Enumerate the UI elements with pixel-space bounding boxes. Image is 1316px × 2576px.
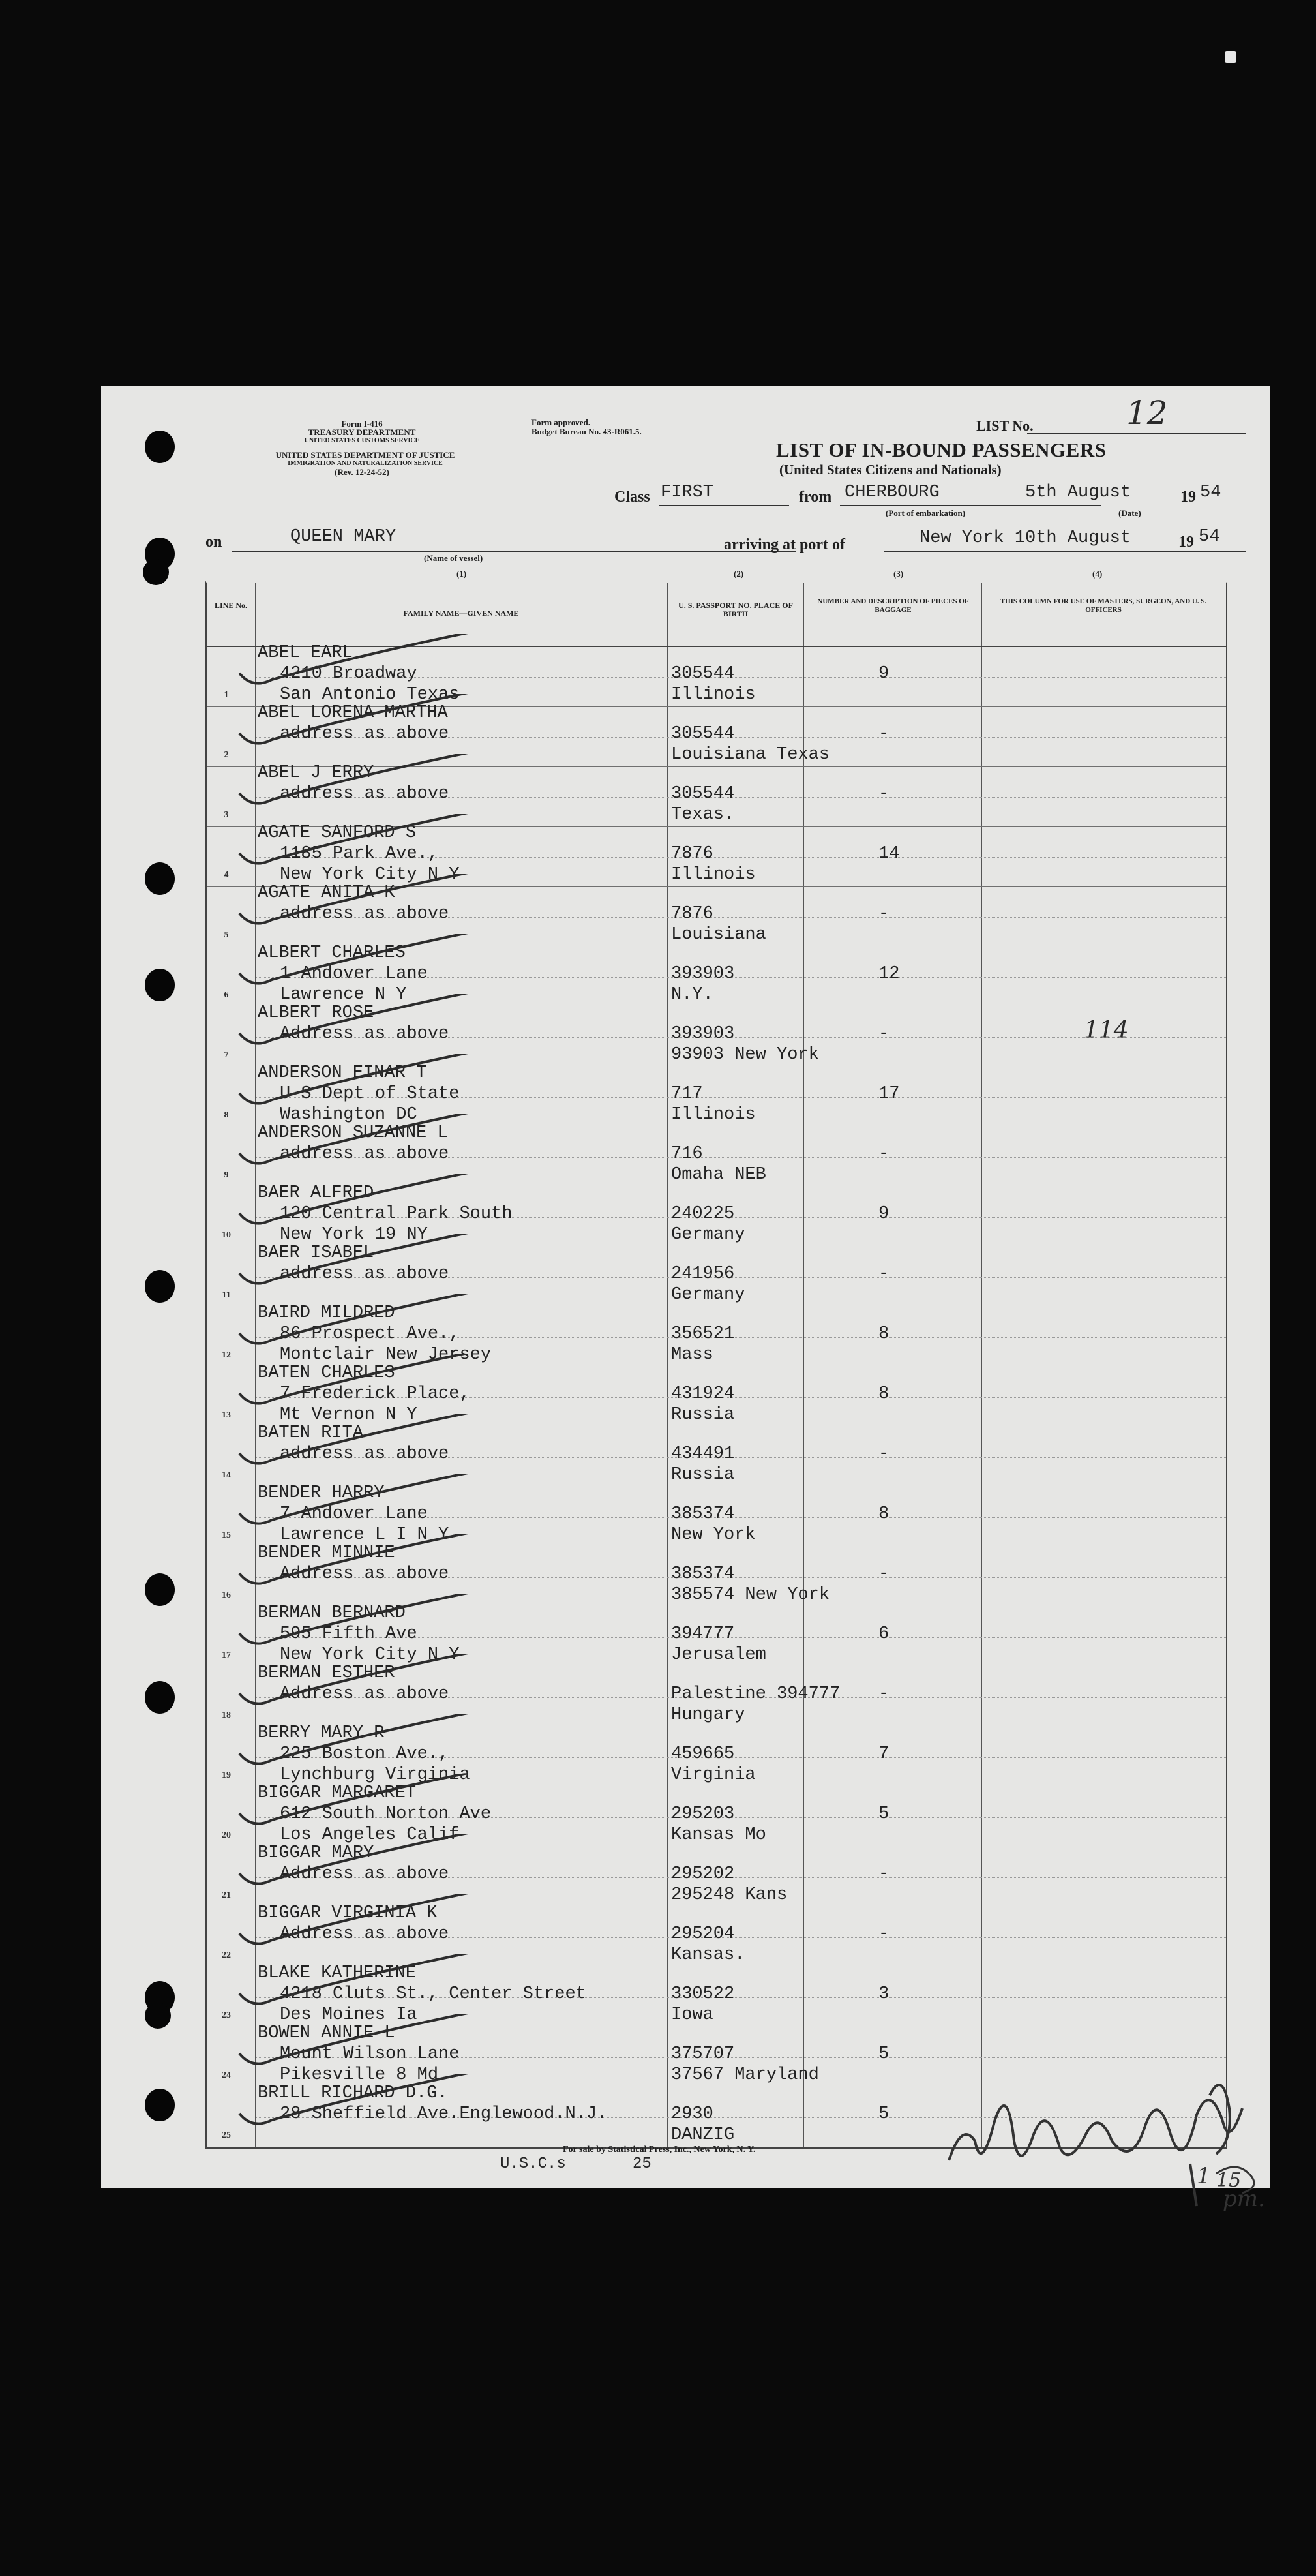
address-line-1: Address as above xyxy=(280,1684,449,1704)
address-line-1: address as above xyxy=(280,904,449,924)
inspector-signature xyxy=(936,2043,1275,2213)
birthplace: Louisiana Texas xyxy=(671,745,830,765)
col-officers: THIS COLUMN FOR USE OF MASTERS, SURGEON, AND U. S. OFFICERS xyxy=(1000,598,1207,614)
birthplace: Kansas Mo xyxy=(671,1825,766,1845)
baggage-count: 12 xyxy=(878,964,900,984)
birthplace: 37567 Maryland xyxy=(671,2065,819,2085)
baggage-count: 9 xyxy=(878,664,890,684)
baggage-count: - xyxy=(878,1444,890,1464)
birthplace: Illinois xyxy=(671,685,756,705)
birthplace: Kansas. xyxy=(671,1945,745,1965)
passenger-name: BAER ALFRED xyxy=(258,1183,374,1203)
passport-number: 385374 xyxy=(671,1504,735,1524)
form-subtitle: (United States Citizens and Nationals) xyxy=(779,462,1002,477)
line-number: 13 xyxy=(222,1410,231,1420)
list-no-label: LIST No. xyxy=(976,417,1034,434)
address-line-1: 7 Andover Lane xyxy=(280,1504,428,1524)
address-line-1: address as above xyxy=(280,1144,449,1164)
svg-text:1: 1 xyxy=(1197,2163,1211,2189)
birthplace: Germany xyxy=(671,1225,745,1245)
binder-hole xyxy=(145,2003,171,2029)
line-number: 2 xyxy=(224,750,229,760)
address-line-2: New York 19 NY xyxy=(280,1225,428,1245)
address-line-1: address as above xyxy=(280,784,449,804)
line-number: 5 xyxy=(224,930,229,940)
address-line-2: San Antonio Texas xyxy=(280,685,460,705)
birthplace: Illinois xyxy=(671,865,756,885)
passenger-name: BERMAN BERNARD xyxy=(258,1603,406,1623)
birthplace: 385574 New York xyxy=(671,1585,830,1605)
address-line-1: 612 South Norton Ave xyxy=(280,1804,492,1824)
vessel-name: QUEEN MARY xyxy=(290,527,396,547)
address-line-2: Mt Vernon N Y xyxy=(280,1405,417,1425)
line-number: 16 xyxy=(222,1590,231,1600)
form-approved: Form approved. xyxy=(531,417,591,427)
passenger-name: ABEL EARL xyxy=(258,643,353,663)
passenger-row xyxy=(207,1843,1226,1907)
address-line-2: Des Moines Ia xyxy=(280,2005,417,2025)
passport-number: 295204 xyxy=(671,1924,735,1944)
passenger-row xyxy=(207,1663,1226,1727)
passenger-row xyxy=(207,643,1226,707)
baggage-count: 14 xyxy=(878,844,900,864)
passport-number: 295203 xyxy=(671,1804,735,1824)
passport-number: 7876 xyxy=(671,844,713,864)
form-revision: (Rev. 12-24-52) xyxy=(335,467,389,477)
birthplace: Iowa xyxy=(671,2005,713,2025)
passenger-name: AGATE ANITA K xyxy=(258,883,395,903)
address-line-1: address as above xyxy=(280,724,449,744)
col2-num: (2) xyxy=(734,569,744,579)
arrival-year-suffix: 54 xyxy=(1199,527,1220,547)
passenger-row xyxy=(207,823,1226,887)
passenger-name: BIGGAR VIRGINIA K xyxy=(258,1903,438,1923)
birthplace: 93903 New York xyxy=(671,1045,819,1065)
binder-hole xyxy=(145,431,175,463)
treasury-dept: TREASURY DEPARTMENT xyxy=(308,427,416,437)
line-number: 6 xyxy=(224,990,229,1000)
passport-number: 330522 xyxy=(671,1984,735,2004)
birthplace: Louisiana xyxy=(671,925,766,945)
passport-number: 305544 xyxy=(671,784,735,804)
from-value: CHERBOURG xyxy=(845,483,940,502)
address-line-1: Address as above xyxy=(280,1024,449,1044)
passenger-row xyxy=(207,1303,1226,1367)
class-line xyxy=(659,505,789,506)
form-title: LIST OF IN-BOUND PASSENGERS xyxy=(776,438,1107,461)
baggage-count: 8 xyxy=(878,1384,890,1404)
address-line-2: New York City N Y xyxy=(280,865,460,885)
passenger-row xyxy=(207,1963,1226,2027)
passenger-row xyxy=(207,1243,1226,1307)
passenger-name: BAIRD MILDRED xyxy=(258,1303,395,1323)
address-line-1: 4210 Broadway xyxy=(280,664,417,684)
line-number: 14 xyxy=(222,1470,231,1480)
customs-service: UNITED STATES CUSTOMS SERVICE xyxy=(304,437,420,444)
officers-note: 114 xyxy=(1084,1017,1129,1044)
passenger-name: BIGGAR MARGARET xyxy=(258,1783,417,1803)
passenger-row xyxy=(207,1123,1226,1187)
passport-number: 434491 xyxy=(671,1444,735,1464)
from-line xyxy=(840,505,1101,506)
date-year-suffix: 54 xyxy=(1200,483,1221,502)
page-number: 25 xyxy=(633,2155,651,2173)
line-number: 18 xyxy=(222,1710,231,1720)
arrival-year-prefix: 19 xyxy=(1178,534,1194,551)
baggage-count: 7 xyxy=(878,1744,890,1764)
line-number: 23 xyxy=(222,2010,231,2020)
passport-number: 305544 xyxy=(671,664,735,684)
baggage-count: 8 xyxy=(878,1504,890,1524)
address-line-1: 595 Fifth Ave xyxy=(280,1624,417,1644)
ins-service: IMMIGRATION AND NATURALIZATION SERVICE xyxy=(288,460,443,467)
address-line-1: 7 Frederick Place, xyxy=(280,1384,470,1404)
baggage-count: 9 xyxy=(878,1204,890,1224)
birthplace: Germany xyxy=(671,1285,745,1305)
port-caption: (Port of embarkation) xyxy=(886,508,966,518)
binder-hole xyxy=(143,559,169,585)
birthplace: Mass xyxy=(671,1345,713,1365)
from-label: from xyxy=(799,489,832,506)
passenger-row xyxy=(207,703,1226,767)
passenger-row xyxy=(207,1423,1226,1487)
passenger-name: BATEN RITA xyxy=(258,1423,364,1443)
class-value: FIRST xyxy=(661,483,714,502)
passenger-row xyxy=(207,763,1226,827)
line-number: 4 xyxy=(224,870,229,880)
passenger-name: AGATE SANFORD S xyxy=(258,823,417,843)
col-name: FAMILY NAME—GIVEN NAME xyxy=(403,609,519,618)
list-no-line xyxy=(1027,433,1246,434)
date-year-prefix: 19 xyxy=(1180,489,1196,506)
baggage-count: 8 xyxy=(878,1324,890,1344)
address-line-1: 4218 Cluts St., Center Street xyxy=(280,1984,586,2004)
passport-number: 241956 xyxy=(671,1264,735,1284)
passenger-name: ALBERT CHARLES xyxy=(258,943,406,963)
line-number: 21 xyxy=(222,1890,231,1900)
table-header xyxy=(207,583,1226,647)
baggage-count: 5 xyxy=(878,1804,890,1824)
baggage-count: 5 xyxy=(878,2104,890,2124)
birthplace: 295248 Kans xyxy=(671,1885,788,1905)
date-caption: (Date) xyxy=(1118,508,1141,518)
passport-number: 305544 xyxy=(671,724,735,744)
birthplace: Virginia xyxy=(671,1765,756,1785)
passenger-row xyxy=(207,1003,1226,1067)
passenger-row xyxy=(207,1603,1226,1667)
passenger-row xyxy=(207,1483,1226,1547)
col3-num: (3) xyxy=(893,569,904,579)
baggage-count: - xyxy=(878,1864,890,1884)
vessel-line xyxy=(232,551,796,552)
passenger-name: BIGGAR MARY xyxy=(258,1843,374,1863)
baggage-count: 3 xyxy=(878,1984,890,2004)
address-line-2: Los Angeles Calif xyxy=(280,1825,460,1845)
address-line-1: 86 Prospect Ave., xyxy=(280,1324,460,1344)
passport-number: 2930 xyxy=(671,2104,713,2124)
passenger-name: BRILL RICHARD D.G. xyxy=(258,2084,448,2103)
justice-dept: UNITED STATES DEPARTMENT OF JUSTICE xyxy=(275,450,455,460)
baggage-count: 6 xyxy=(878,1624,890,1644)
passport-number: 356521 xyxy=(671,1324,735,1344)
passport-number: 431924 xyxy=(671,1384,735,1404)
birthplace: Russia xyxy=(671,1405,735,1425)
birthplace: DANZIG xyxy=(671,2125,735,2145)
address-line-2: Lawrence L I N Y xyxy=(280,1525,449,1545)
passenger-table xyxy=(205,581,1227,2149)
baggage-count: - xyxy=(878,904,890,924)
table-body xyxy=(207,643,1226,2147)
address-line-1: 225 Boston Ave., xyxy=(280,1744,449,1764)
passenger-row xyxy=(207,1183,1226,1247)
passport-number: 717 xyxy=(671,1084,703,1104)
binder-hole xyxy=(145,862,175,895)
baggage-count: - xyxy=(878,1144,890,1164)
passport-number: 375707 xyxy=(671,2044,735,2064)
passport-number: Palestine 394777 xyxy=(671,1684,841,1704)
birthplace: N.Y. xyxy=(671,985,713,1005)
baggage-count: - xyxy=(878,1564,890,1584)
address-line-2: New York City N Y xyxy=(280,1645,460,1665)
address-line-1: 28 Sheffield Ave.Englewood.N.J. xyxy=(280,2104,608,2124)
birthplace: Hungary xyxy=(671,1705,745,1725)
address-line-1: Mount Wilson Lane xyxy=(280,2044,460,2064)
address-line-1: Address as above xyxy=(280,1864,449,1884)
address-line-1: Address as above xyxy=(280,1924,449,1944)
passport-number: 385374 xyxy=(671,1564,735,1584)
line-number: 10 xyxy=(222,1230,231,1240)
budget-bureau: Budget Bureau No. 43-R061.5. xyxy=(531,427,642,436)
birthplace: Illinois xyxy=(671,1105,756,1125)
line-number: 20 xyxy=(222,1830,231,1840)
binder-hole xyxy=(145,2089,175,2121)
baggage-count: - xyxy=(878,1684,890,1704)
baggage-count: 5 xyxy=(878,2044,890,2064)
on-label: on xyxy=(205,534,222,551)
passenger-name: ALBERT ROSE xyxy=(258,1003,374,1023)
line-number: 1 xyxy=(224,690,229,700)
col-line-no: LINE No. xyxy=(214,601,247,610)
passenger-name: BAER ISABEL xyxy=(258,1243,374,1263)
line-number: 12 xyxy=(222,1350,231,1360)
passenger-name: ABEL J ERRY xyxy=(258,763,374,783)
line-number: 17 xyxy=(222,1650,231,1660)
passenger-name: BENDER HARRY xyxy=(258,1483,385,1503)
line-number: 11 xyxy=(222,1290,231,1300)
passenger-row xyxy=(207,1783,1226,1847)
form-number: Form I-416 xyxy=(341,419,383,429)
baggage-count: - xyxy=(878,1024,890,1044)
address-line-1: U S Dept of State xyxy=(280,1084,460,1104)
line-number: 24 xyxy=(222,2070,231,2080)
baggage-count: - xyxy=(878,1924,890,1944)
uscs-label: U.S.C.s xyxy=(500,2155,566,2173)
col-passport: U. S. PASSPORT NO. PLACE OF BIRTH xyxy=(678,601,793,618)
line-number: 19 xyxy=(222,1770,231,1780)
passenger-name: BLAKE KATHERINE xyxy=(258,1963,417,1983)
film-corner-mark xyxy=(1225,51,1236,63)
passport-number: 393903 xyxy=(671,1024,735,1044)
binder-hole xyxy=(145,1573,175,1606)
passport-number: 295202 xyxy=(671,1864,735,1884)
address-line-2: Washington DC xyxy=(280,1105,417,1125)
vessel-caption: (Name of vessel) xyxy=(424,553,483,563)
vessel-col-num: (1) xyxy=(456,569,467,579)
passenger-row xyxy=(207,883,1226,947)
address-line-1: address as above xyxy=(280,1444,449,1464)
passenger-name: BERMAN ESTHER xyxy=(258,1663,395,1683)
passenger-name: ABEL LORENA MARTHA xyxy=(258,703,448,723)
line-number: 25 xyxy=(222,2130,231,2140)
passenger-row xyxy=(207,1543,1226,1607)
address-line-2: Montclair New Jersey xyxy=(280,1345,492,1365)
address-line-2: Lawrence N Y xyxy=(280,985,407,1005)
passport-number: 459665 xyxy=(671,1744,735,1764)
passenger-name: BOWEN ANNIE L xyxy=(258,2023,395,2043)
passenger-name: ANDERSON EINAR T xyxy=(258,1063,427,1083)
baggage-count: - xyxy=(878,724,890,744)
binder-hole xyxy=(145,969,175,1001)
birthplace: Texas. xyxy=(671,805,735,825)
passenger-row xyxy=(207,1723,1226,1787)
passenger-name: BENDER MINNIE xyxy=(258,1543,395,1563)
address-line-1: address as above xyxy=(280,1264,449,1284)
address-line-1: 1185 Park Ave., xyxy=(280,844,439,864)
arrival-value: New York 10th August xyxy=(920,528,1131,548)
baggage-count: - xyxy=(878,1264,890,1284)
passenger-row xyxy=(207,1903,1226,1967)
birthplace: Omaha NEB xyxy=(671,1165,766,1185)
passenger-name: BERRY MARY R xyxy=(258,1723,385,1743)
address-line-2: Pikesville 8 Md xyxy=(280,2065,439,2085)
line-number: 22 xyxy=(222,1950,231,1960)
col4-num: (4) xyxy=(1092,569,1103,579)
binder-hole xyxy=(145,1681,175,1714)
birthplace: Russia xyxy=(671,1465,735,1485)
address-line-1: Address as above xyxy=(280,1564,449,1584)
passenger-name: BATEN CHARLES xyxy=(258,1363,395,1383)
date-value: 5th August xyxy=(1025,483,1131,502)
svg-text:pm.: pm. xyxy=(1223,2186,1265,2212)
list-no-value: 12 xyxy=(1126,394,1168,432)
line-number: 15 xyxy=(222,1530,231,1540)
arriving-label: arriving at port of xyxy=(724,536,845,553)
passport-number: 394777 xyxy=(671,1624,735,1644)
baggage-count: - xyxy=(878,784,890,804)
address-line-1: 120 Central Park South xyxy=(280,1204,513,1224)
birthplace: New York xyxy=(671,1525,756,1545)
manifest-sheet xyxy=(101,386,1270,2212)
passport-number: 7876 xyxy=(671,904,713,924)
passport-number: 393903 xyxy=(671,964,735,984)
address-line-2: Lynchburg Virginia xyxy=(280,1765,470,1785)
passport-number: 240225 xyxy=(671,1204,735,1224)
passport-number: 716 xyxy=(671,1144,703,1164)
line-number: 8 xyxy=(224,1110,229,1120)
printer-credit: For sale by Statistical Press, Inc., New York, N. Y. xyxy=(563,2145,756,2155)
passenger-row xyxy=(207,1063,1226,1127)
passenger-row xyxy=(207,943,1226,1007)
line-number: 9 xyxy=(224,1170,229,1180)
class-label: Class xyxy=(614,489,650,506)
binder-hole xyxy=(145,1270,175,1303)
passenger-name: ANDERSON SUZANNE L xyxy=(258,1123,448,1143)
line-number: 3 xyxy=(224,810,229,820)
col-baggage: NUMBER AND DESCRIPTION OF PIECES OF BAGGAGE xyxy=(817,598,969,614)
line-number: 7 xyxy=(224,1050,229,1060)
address-line-1: 1 Andover Lane xyxy=(280,964,428,984)
svg-text:15: 15 xyxy=(1216,2169,1242,2192)
birthplace: Jerusalem xyxy=(671,1645,766,1665)
passenger-row xyxy=(207,1363,1226,1427)
baggage-count: 17 xyxy=(878,1084,900,1104)
